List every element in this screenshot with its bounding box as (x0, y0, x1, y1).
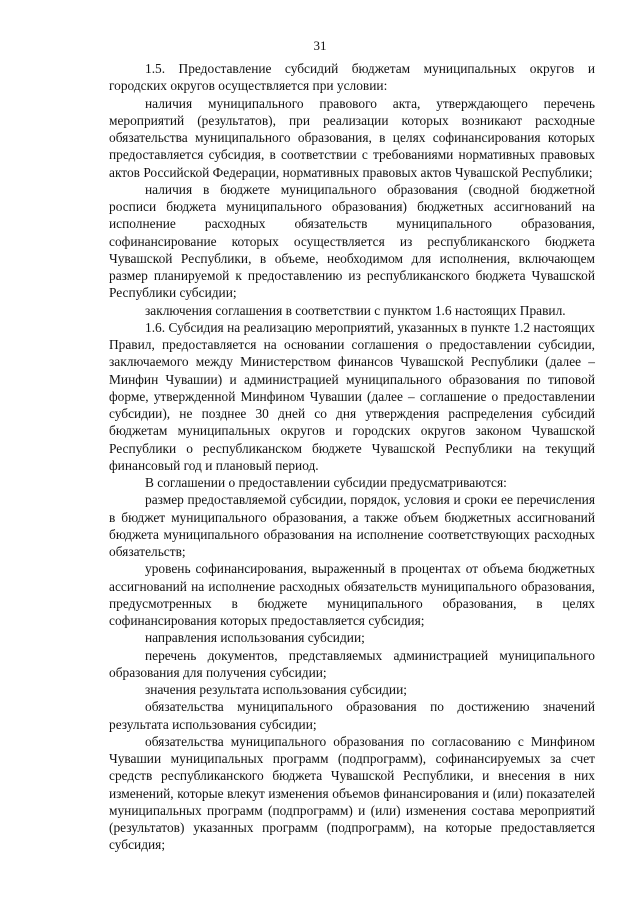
paragraph: наличия в бюджете муниципального образования (сводной бюджетной росписи бюджета муниципального образования) бюджетных ассигнований на исполнение расходных обязательств муниципального образования, софинансирование которых осуществляется из республиканского бюджета Чувашской Республики, в объеме, необходимом для исполнения, включающем размер планируемой к предоставлению из республиканского бюджета Чувашской Республики субсидии; (109, 181, 595, 301)
paragraph: уровень софинансирования, выраженный в процентах от объема бюджетных ассигнований на исполнение расходных обязательств муниципального образования, предусмотренных в бюджете муниципального образования, в целях софинансирования которых предоставляется субсидия; (109, 561, 595, 628)
document-body (109, 60, 595, 854)
paragraph: 1.5. Предоставление субсидий бюджетам муниципальных округов и городских округов осуществляется при условии: (109, 61, 595, 94)
paragraph: В соглашении о предоставлении субсидии предусматриваются: (145, 475, 507, 490)
paragraph: наличия муниципального правового акта, утверждающего перечень мероприятий (результатов), при реализации которых возникают расходные обязательства муниципального образования, в целях софинансирования которых предоставляется субсидия, в соответствии с требованиями нормативных правовых актов Российской Федерации, нормативных правовых актов Чувашской Республики; (109, 95, 595, 180)
paragraph: значения результата использования субсидии; (145, 682, 407, 697)
paragraph: заключения соглашения в соответствии с пунктом 1.6 настоящих Правил. (145, 302, 566, 318)
paragraph: направления использования субсидии; (145, 630, 365, 646)
paragraph: обязательства муниципального образования по согласованию с Минфином Чувашии муниципальных программ (подпрограмм), софинансируемых за счет средств республиканского бюджета Чувашской Республики, и внесения в них изменений, которые влекут изменения объемов финансирования и (или) показателей муниципальных программ (подпрограмм) и (или) изменения состава мероприятий (результатов) указанных программ (подпрограмм), на которые предоставляется субсидия; (109, 733, 595, 853)
paragraph: 1.6. Субсидия на реализацию мероприятий, указанных в пункте 1.2 настоящих Правил, предоставляется на основании соглашения о предоставлении субсидии, заключаемого между Министерством финансов Чувашской Республики (далее – Минфин Чувашии) и администрацией муниципального образования по типовой форме, утвержденной Минфином Чувашии (далее – соглашение о предоставлении субсидии), не позднее 30 дней со дня утверждения распределения субсидий бюджетам муниципальных округов и городских округов законом Чувашской Республики о республиканском бюджете Чувашской Республики на текущий финансовый год и плановый период. (109, 319, 595, 473)
paragraph: перечень документов, представляемых администрацией муниципального образования для получения субсидии; (109, 647, 595, 680)
page-number: 31 (313, 38, 327, 53)
paragraph: размер предоставляемой субсидии, порядок, условия и сроки ее перечисления в бюджет муниципального образования, а также объем бюджетных ассигнований бюджета муниципального образования на исполнение соответствующих расходных обязательств; (109, 492, 595, 559)
paragraph: обязательства муниципального образования по достижению значений результата использования субсидии; (109, 699, 595, 732)
